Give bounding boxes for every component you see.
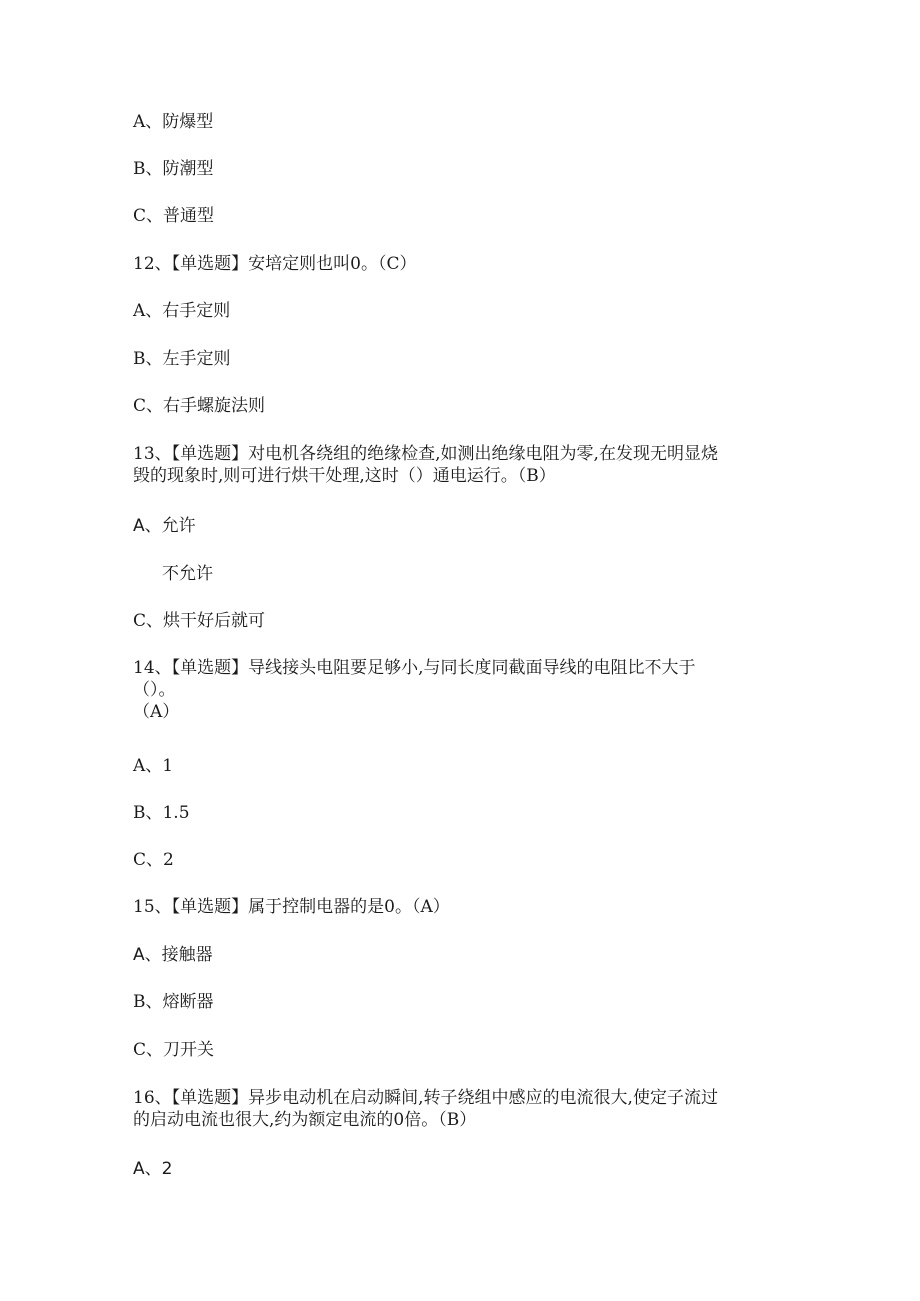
option-14-c: C、2 xyxy=(133,850,174,870)
option-11-c: C、普通型 xyxy=(133,206,215,226)
option-15-b: B、熔断器 xyxy=(133,992,214,1012)
question-16-line-1: 16、【单选题】异步电动机在启动瞬间,转子绕组中感应的电流很大,使定子流过 xyxy=(133,1088,718,1108)
question-15: 15、【单选题】属于控制电器的是0。（A） xyxy=(133,897,450,917)
question-16-line-2: 的启动电流也很大,约为额定电流的0倍。（B） xyxy=(133,1110,477,1130)
option-13-c: C、烘干好后就可 xyxy=(133,611,266,631)
question-13 xyxy=(133,443,793,487)
option-13-b: 不允许 xyxy=(162,564,213,584)
question-14 xyxy=(133,657,793,723)
question-14-line-1: 14、【单选题】导线接头电阻要足够小,与同长度同截面导线的电阻比不大于 xyxy=(133,658,696,678)
option-15-c: C、刀开关 xyxy=(133,1040,215,1060)
option-12-a: A、右手定则 xyxy=(133,301,231,321)
option-12-c: C、右手螺旋法则 xyxy=(133,396,266,416)
question-14-line-2: （）。 xyxy=(133,680,176,700)
question-13-line-1: 13、【单选题】对电机各绕组的绝缘检查,如测出绝缘电阻为零,在发现无明显烧 xyxy=(133,444,718,464)
option-12-b: B、左手定则 xyxy=(133,349,231,369)
question-16 xyxy=(133,1087,793,1131)
option-14-a: A、1 xyxy=(133,756,174,776)
question-14-line-3: （A） xyxy=(133,702,180,722)
option-11-b: B、防潮型 xyxy=(133,159,214,179)
option-16-a: A、2 xyxy=(133,1159,173,1179)
option-15-a: A、接触器 xyxy=(133,945,213,965)
question-13-line-2: 毁的现象时,则可进行烘干处理,这时（）通电运行。（B） xyxy=(133,466,556,486)
option-11-a: A、防爆型 xyxy=(133,112,214,132)
option-13-a: A、允许 xyxy=(133,516,196,536)
question-12: 12、【单选题】安培定则也叫0。（C） xyxy=(133,254,417,274)
option-14-b: B、1.5 xyxy=(133,803,190,823)
